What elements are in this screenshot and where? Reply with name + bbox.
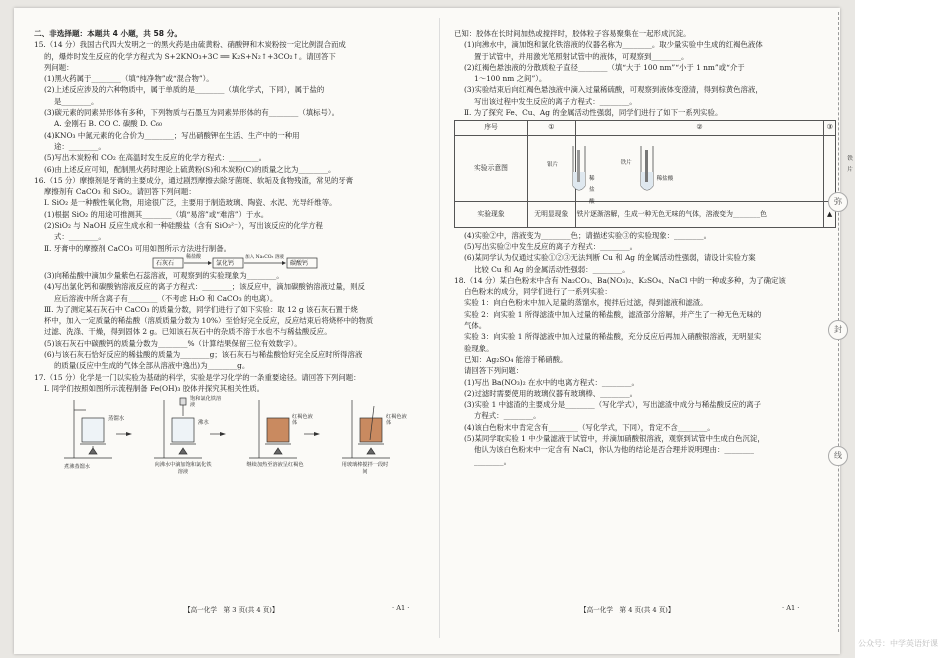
caption-step-3: 继续加热至溶液呈红褐色	[246, 462, 304, 469]
question-line: 的，爆炸时发生反应的化学方程式为 S+2KNO₃+3C ══ K₂S+N₂↑+3CO₂↑。请回答下	[44, 51, 336, 61]
question-line: (3)碳元素的同素异形体有多种，下列物质与石墨互为同素异形体的有________（填标号）。	[44, 108, 340, 118]
seal-mark: 线	[828, 446, 848, 466]
watermark-text: 公众号：中学英语好课	[858, 639, 938, 648]
question-line: Ⅱ. 牙膏中的摩擦剂 CaCO₃ 可用如图所示方法进行制备。	[44, 243, 231, 253]
table-header-cell: ②	[575, 121, 824, 135]
question-line: (5)该石灰石中碳酸钙的质量分数为________%（计算结果保留三位有效数字）。	[44, 338, 302, 348]
question-line: 过滤、洗涤、干燥，得到固体 2 g。已知该石灰石中的杂质不溶于水也不与稀盐酸反应。	[44, 327, 332, 337]
question-line: (6)与该石灰石恰好反应的稀盐酸的质量为________g；该石灰石与稀盐酸恰好完全反应时所得溶液	[44, 350, 363, 360]
table-header-cell: ③	[824, 121, 836, 135]
question-line: (1)写出 Ba(NO₃)₂ 在水中的电离方程式：________。	[464, 377, 639, 387]
footer-code: · A1 ·	[782, 604, 800, 612]
question-line: Ⅱ. 为了探究 Fe、Cu、Ag 的金属活动性强弱，同学们进行了如下一系列实验。	[464, 108, 723, 118]
question-line: (3)向稀盐酸中滴加少量紫色石蕊溶液，可观察到的实验现象为________。	[44, 270, 284, 280]
label-silver: 银片	[547, 162, 559, 169]
question-line: (4)该白色粉末中肯定含有________（写化学式，下同），肯定不含________。	[464, 422, 715, 432]
question-line: 方程式：________。	[474, 411, 541, 421]
label-hcl-1: 稀盐酸	[589, 176, 595, 205]
experiment-table	[454, 120, 853, 227]
flow-box-cacl2: 氯化钙	[216, 259, 235, 267]
flow-box-caco3: 碳酸钙	[290, 259, 309, 267]
question-line: 16.（15 分）摩擦剂是牙膏的主要成分，通过剧烈摩擦去除牙菌斑、软垢及食物残渣，常见的牙膏	[34, 175, 354, 185]
question-line: (4)KNO₃ 中氮元素的化合价为________；写出硝酸钾在生活、生产中的一种用	[44, 130, 300, 140]
question-line: (5)某同学取实验 1 中少量滤液于试管中，并滴加硝酸银溶液，观察到试管中生成白色沉淀，	[464, 434, 765, 444]
question-line: 式：________。	[54, 232, 106, 242]
question-line: (5)写出实验②中发生反应的离子方程式：________。	[464, 241, 638, 251]
footer-code: · A1 ·	[392, 604, 410, 612]
table-row-label: 实验示意图	[455, 135, 528, 201]
question-line: 实验 2：向实验 1 所得滤渣中加入过量的稀盐酸，滤渣部分溶解，并产生了一种无色无味的	[464, 309, 762, 319]
question-line: 请回答下列问题：	[464, 366, 524, 376]
question-line: (1)黑火药属于________（填“纯净物”或“混合物”）。	[44, 74, 214, 84]
caco3-flow-diagram	[152, 255, 424, 269]
right-text-block	[454, 230, 844, 467]
question-line: 18.（14 分）某白色粉末中含有 Na₂CO₃、Ba(NO₃)₂、K₂SO₄、NaCl 中的一种或多种，为了确定该	[454, 275, 786, 285]
observation-3: ▲	[824, 201, 836, 227]
label-iron-1: 铁片	[620, 160, 632, 167]
question-line: Ⅰ. SiO₂ 是一种酸性氧化物，用途很广泛，主要用于制造玻璃、陶瓷、水泥、光导纤维等。	[44, 198, 337, 208]
question-line: (1)根据 SiO₂ 的用途可推测其________（填“易溶”或“难溶”）于水。	[44, 209, 269, 219]
question-line: 的质量(反应中生成的气体全部从溶液中逸出)为________g。	[54, 361, 250, 371]
question-line: 列问题：	[44, 62, 74, 72]
question-line: ________。	[474, 456, 511, 466]
question-line: 已知：Ag₂SO₄ 能溶于稀硝酸。	[464, 354, 568, 364]
question-line: (5)写出木炭粉和 CO₂ 在高温时发生反应的化学方程式：________。	[44, 153, 267, 163]
answer-options: A. 金刚石 B. CO C. 碳酸 D. C₆₀	[54, 119, 162, 129]
question-line: (2)SiO₂ 与 NaOH 反应生成水和一种硅酸盐（含有 SiO₃²⁻），写出该反应的化学方程	[44, 221, 323, 231]
exam-sheet	[14, 8, 853, 654]
question-line: (6)某同学认为仅通过实验①②③无法判断 Cu 和 Ag 的金属活动性强弱，请设计实验方案	[464, 253, 756, 263]
question-line: Ⅰ. 同学们按照如图所示流程制备 Fe(OH)₃ 胶体并探究其相关性质。	[44, 383, 265, 393]
seal-mark: 弥	[828, 192, 848, 212]
question-line: 是________。	[54, 96, 99, 106]
question-line: Ⅲ. 为了测定某石灰石中 CaCO₃ 的质量分数，同学们进行了如下实验：取 12 g 该石灰石置于烧	[44, 304, 358, 314]
table-fig-cell-1	[528, 135, 595, 205]
question-line: (2)红褐色悬浊液的分散质粒子直径________（填“大于 100 nm”“小于 1 nm”或“介于	[464, 62, 745, 72]
question-line: (3)实验结束后向红褐色悬浊液中滴入过量稀硫酸，可观察到液体变澄清，得到棕黄色溶液，	[464, 85, 763, 95]
caption-step-1: 煮沸蒸馏水	[64, 464, 90, 471]
question-line: 白色粉末的成分，同学们进行了一系列实验：	[464, 287, 612, 297]
label-red-brown-liquid-1: 红褐色液体	[292, 414, 313, 427]
flow-box-limestone: 石灰石	[156, 259, 175, 267]
caption-step-2: 向沸水中滴加饱和氯化铁溶液	[154, 462, 212, 475]
question-line: (4)写出氯化钙和碳酸钠溶液反应的离子方程式：________；该反应中，滴加碳酸钠溶液过量，则反	[44, 282, 365, 292]
seal-mark: 封	[828, 320, 848, 340]
label-red-brown-liquid-2: 红褐色液体	[386, 414, 407, 427]
table-header-cell: 序号	[455, 121, 528, 135]
question-line: 摩擦剂有 CaCO₃ 和 SiO₂。请回答下列问题：	[44, 187, 196, 197]
test-tube-2	[577, 138, 717, 198]
page-footer-right-code	[782, 604, 799, 612]
question-line: 15.（14 分）我国古代四大发明之一的黑火药是由硫黄粉、硝酸钾和木炭粉按一定比例混合而成	[34, 40, 346, 50]
question-line: 置于试管中，并用激光笔照射试管中的液体，可观察到________。	[474, 51, 689, 61]
right-margin	[855, 0, 950, 658]
observation-1: 无明显现象	[528, 201, 576, 227]
question-line: 1～100 nm 之间”）。	[474, 74, 547, 84]
footer-page-label: 【高一化学 第 3 页(共 4 页)】	[184, 606, 279, 614]
question-line: 应后溶液中所含离子有________（不考虑 H₂O 和 CaCO₃ 的电离）。	[54, 293, 278, 303]
question-line: (3)实验 1 中滤渣的主要成分是________（写化学式），写出滤渣中成分与稀盐酸反应的离子	[464, 400, 762, 410]
question-line: 已知：胶体在长时间加热或搅拌时，胶体粒子容易聚集在一起形成沉淀。	[454, 29, 691, 38]
label-fecl3-solution: 饱和氯化铁溶液	[190, 396, 222, 409]
column-divider	[439, 18, 440, 638]
question-line: (4)实验②中，溶液变为________色；请描述实验③的实验现象：________。	[464, 230, 711, 240]
left-column	[34, 28, 424, 482]
table-fig-cell-3	[824, 135, 853, 201]
question-line: 验现象。	[464, 343, 494, 353]
label-boiling-water: 沸水	[198, 420, 209, 427]
section-title: 二、非选择题：本题共 4 小题，共 58 分。	[34, 29, 182, 38]
label-hcl-2: 稀盐酸	[656, 176, 674, 183]
footer-page-label: 【高一化学 第 4 页(共 4 页)】	[580, 606, 675, 614]
table-header-cell: ①	[528, 121, 576, 135]
question-line: (6)由上述反应可知，配制黑火药时理论上硫黄粉(S)和木炭粉(C)的质量之比为________。	[44, 164, 336, 174]
label-distilled-water: 蒸馏水	[108, 416, 125, 423]
flow-arrow-label-1: 稀盐酸	[186, 253, 202, 260]
caption-step-4: 用玻璃棒搅拌一段时间	[341, 462, 389, 475]
label-iron-2: 铁片	[847, 156, 853, 174]
question-line: 17.（15 分）化学是一门以实验为基础的科学，实验是学习化学的一条重要途径。请回答下列问题：	[34, 372, 361, 382]
question-line: 途：________。	[54, 141, 106, 151]
question-line: 写出该过程中发生反应的离子方程式：________。	[474, 96, 637, 106]
observation-2: 铁片逐渐溶解，生成一种无色无味的气体，溶液变为________色	[575, 201, 824, 227]
question-line: 实验 3：向实验 1 所得滤液中加入过量的稀盐酸，充分反应后再加入硝酸银溶液，无明显实	[464, 332, 762, 342]
question-line: (1)向沸水中，滴加饱和氯化铁溶液的仪器名称为________。取少量实验中生成的红褐色液体	[464, 40, 763, 50]
question-line: 他认为该白色粉末中一定含有 NaCl，你认为他的结论是否合理并说明理由：________	[474, 445, 754, 455]
table-fig-cell-2	[575, 135, 824, 201]
left-text-block-1	[34, 39, 424, 254]
question-line: 杯中，加入一定质量的稀盐酸（溶质质量分数为 10%）至恰好完全反应，反应结束后将烧杯中的物质	[44, 316, 374, 326]
question-line: 气体。	[464, 321, 487, 331]
question-line: 实验 1：向白色粉末中加入足量的蒸馏水，搅拌后过滤，得到滤液和滤渣。	[464, 298, 708, 308]
question-line: (2)过滤时需要使用的玻璃仪器有玻璃棒、________。	[464, 388, 638, 398]
page-footer-left	[184, 604, 278, 614]
question-line: 比较 Cu 和 Ag 的金属活动性强弱：________。	[474, 264, 630, 274]
right-column	[454, 28, 853, 467]
feoh3-procedure-figure	[34, 396, 414, 480]
question-line: (2)上述反应涉及的六种物质中，属于单质的是________（填化学式，下同），属于盐的	[44, 85, 325, 95]
page-footer-right	[580, 604, 674, 614]
table-row-label: 实验现象	[455, 201, 528, 227]
left-text-block-2	[34, 270, 424, 394]
flow-arrow-label-2: 加入 Na₂CO₃ 溶液	[245, 254, 285, 260]
page-footer-left-code	[392, 604, 409, 612]
